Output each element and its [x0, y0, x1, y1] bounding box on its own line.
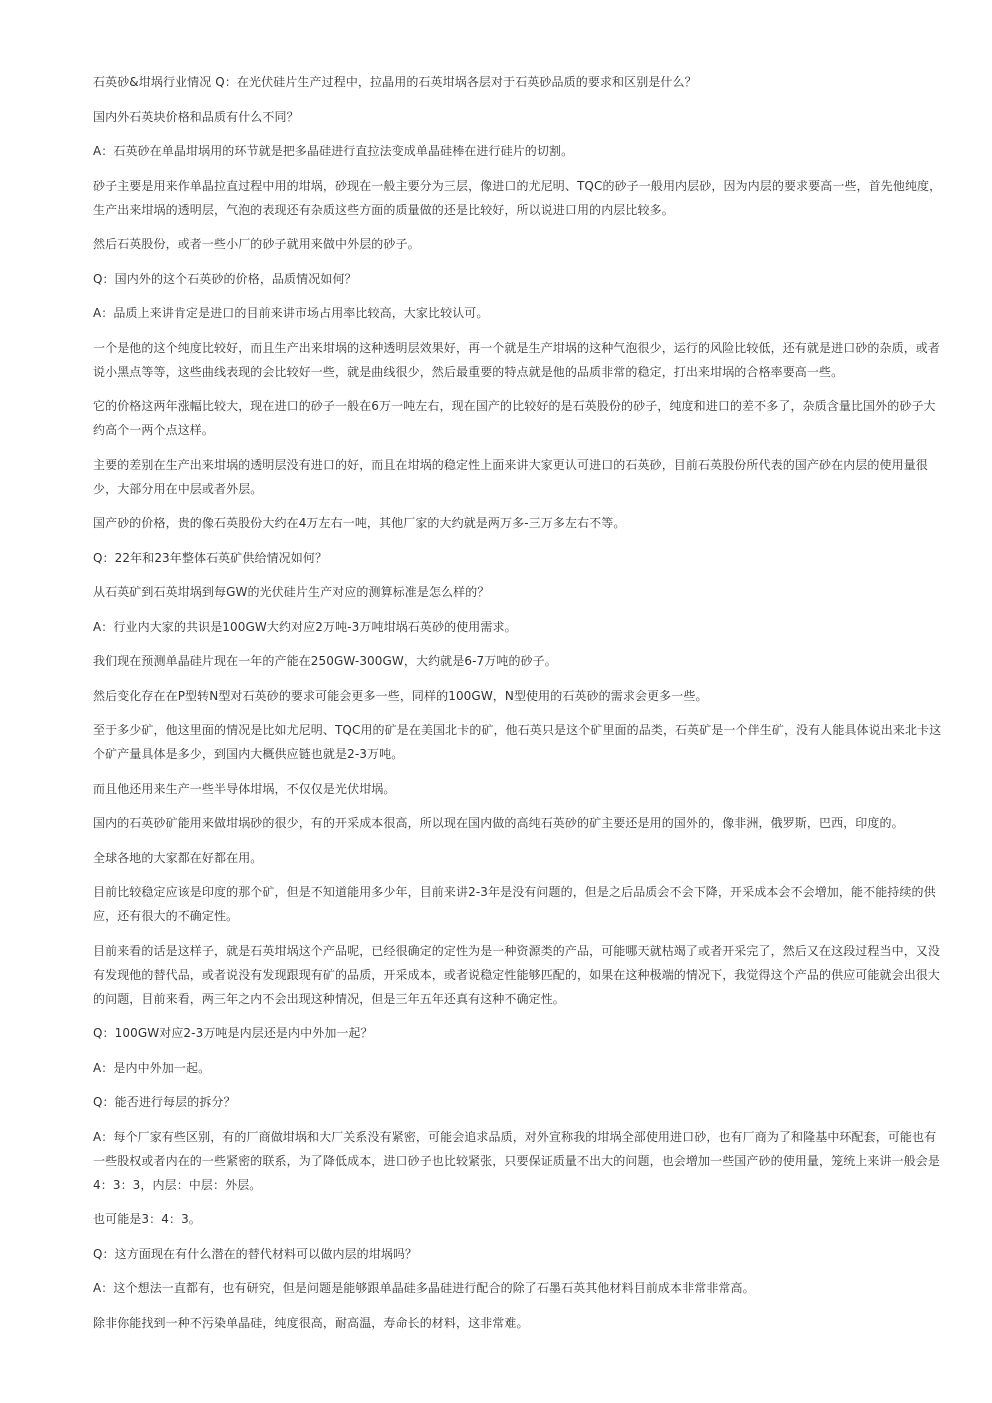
paragraph-answer: A：这个想法一直都有，也有研究，但是问题是能够跟单晶硅多晶硅进行配合的除了石墨石英其他材料目前成本非常非常高。 [93, 1281, 755, 1295]
paragraph-answer: A：是内中外加一起。 [93, 1060, 211, 1075]
paragraph-answer: 而且他还用来生产一些半导体坩埚，不仅仅是光伏坩埚。 [93, 781, 396, 796]
paragraph-answer: 然后石英股份，或者一些小厂的砂子就用来做中外层的砂子。 [93, 237, 420, 251]
paragraph-question: 从石英矿到石英坩埚到每GW的光伏硅片生产对应的测算标准是怎么样的？ [93, 585, 490, 599]
paragraph-answer: 我们现在预测单晶硅片现在一年的产能在250GW-300GW，大约就是6-7万吨的砂子。 [93, 654, 557, 668]
paragraph-question: Q：这方面现在有什么潜在的替代材料可以做内层的坩埚吗？ [93, 1246, 418, 1261]
paragraph-answer: 砂子主要是用来作单晶拉直过程中用的坩埚，砂现在一般主要分为三层，像进口的尤尼明、TQC的砂子一般用内层砂，因为内层的要求要高一些，首先他纯度，生产出来坩埚的透明层，气泡的表现还有杂质这些方面的质量做的还是比较好，所以说进口用的内层比较多。 [93, 178, 942, 217]
paragraph-question: Q：100GW对应2-3万吨是内层还是内中外加一起？ [93, 1026, 373, 1040]
paragraph-answer: 至于多少矿，他这里面的情况是比如尤尼明、TQC用的矿是在美国北卡的矿，他石英只是这个矿里面的品类，石英矿是一个伴生矿，没有人能具体说出来北卡这个矿产量具体是多少，到国内大概供应链也就是2-3万吨。 [93, 723, 942, 761]
paragraph-answer: A：行业内大家的共识是100GW大约对应2万吨-3万吨坩埚石英砂的使用需求。 [93, 619, 517, 634]
paragraph-question: Q：国内外的这个石英砂的价格，品质情况如何？ [93, 271, 357, 286]
paragraph-answer: 目前来看的话是这样子，就是石英坩埚这个产品呢，已经很确定的定性为是一种资源类的产品，可能哪天就枯竭了或者开采完了，然后又在这段过程当中，又没有发现他的替代品，或者说没有发现跟现有矿的品质，开采成本，或者说稳定性能够匹配的，如果在这种极端的情况下，我觉得这个产品的供应可能就会出很大的问题，目前来看，两三年之内不会出现这种情况，但是三年五年还真有这种不确定性。 [93, 943, 941, 1006]
paragraph-answer: 主要的差别在生产出来坩埚的透明层没有进口的好，而且在坩埚的稳定性上面来讲大家更认可进口的石英砂，目前石英股份所代表的国产砂在内层的使用量很少，大部分用在中层或者外层。 [93, 457, 928, 496]
paragraph-title-question: 石英砂&坩埚行业情况 Q：在光伏硅片生产过程中，拉晶用的石英坩埚各层对于石英砂品质的要求和区别是什么？ [93, 75, 697, 89]
document-body [93, 70, 943, 1345]
paragraph-question: Q：22年和23年整体石英矿供给情况如何？ [93, 550, 328, 565]
paragraph-question: 国内外石英块价格和品质有什么不同？ [93, 109, 299, 124]
paragraph-answer: 也可能是3：4：3。 [93, 1212, 201, 1226]
paragraph-answer: 一个是他的这个纯度比较好，而且生产出来坩埚的这种透明层效果好，再一个就是生产坩埚的这种气泡很少，运行的风险比较低，还有就是进口砂的杂质，或者说小黑点等等，这些曲线表现的会比较好一些，就是曲线很少，然后最重要的特点就是他的品质非常的稳定，打出来坩埚的合格率要高一些。 [93, 340, 941, 379]
paragraph-answer: 它的价格这两年涨幅比较大，现在进口的砂子一般在6万一吨左右，现在国产的比较好的是石英股份的砂子，纯度和进口的差不多了，杂质含量比国外的砂子大约高个一两个点这样。 [93, 399, 936, 437]
paragraph-answer: A：品质上来讲肯定是进口的目前来讲市场占用率比较高，大家比较认可。 [93, 306, 489, 320]
paragraph-answer: A：每个厂家有些区别，有的厂商做坩埚和大厂关系没有紧密，可能会追求品质，对外宣称我的坩埚全部使用进口砂，也有厂商为了和隆基中环配套，可能也有一些股权或者内在的一些紧密的联系，为了降低成本，进口砂子也比较紧张，只要保证质量不出大的问题，也会增加一些国产砂的使用量，笼统上来讲一般会是4：3：3，内层：中层：外层。 [93, 1129, 941, 1192]
paragraph-answer: 全球各地的大家都在好都在用。 [93, 850, 263, 865]
paragraph-answer: 除非你能找到一种不污染单晶硅，纯度很高，耐高温，寿命长的材料，这非常难。 [93, 1315, 529, 1330]
paragraph-answer: 国产砂的价格，贵的像石英股份大约在4万左右一吨，其他厂家的大约就是两万多-三万多左右不等。 [93, 516, 626, 530]
paragraph-question: Q：能否进行每层的拆分？ [93, 1095, 236, 1109]
paragraph-answer: 然后变化存在在P型转N型对石英砂的要求可能会更多一些，同样的100GW，N型使用的石英砂的需求会更多一些。 [93, 688, 708, 703]
paragraph-answer: A：石英砂在单晶坩埚用的环节就是把多晶硅进行直拉法变成单晶硅棒在进行硅片的切割。 [93, 144, 574, 158]
paragraph-answer: 目前比较稳定应该是印度的那个矿，但是不知道能用多少年，目前来讲2-3年是没有问题的，但是之后品质会不会下降，开采成本会不会增加，能不能持续的供应，还有很大的不确定性。 [93, 885, 936, 923]
paragraph-answer: 国内的石英砂矿能用来做坩埚砂的很少，有的开采成本很高，所以现在国内做的高纯石英砂的矿主要还是用的国外的，像非洲，俄罗斯，巴西，印度的。 [93, 816, 904, 830]
